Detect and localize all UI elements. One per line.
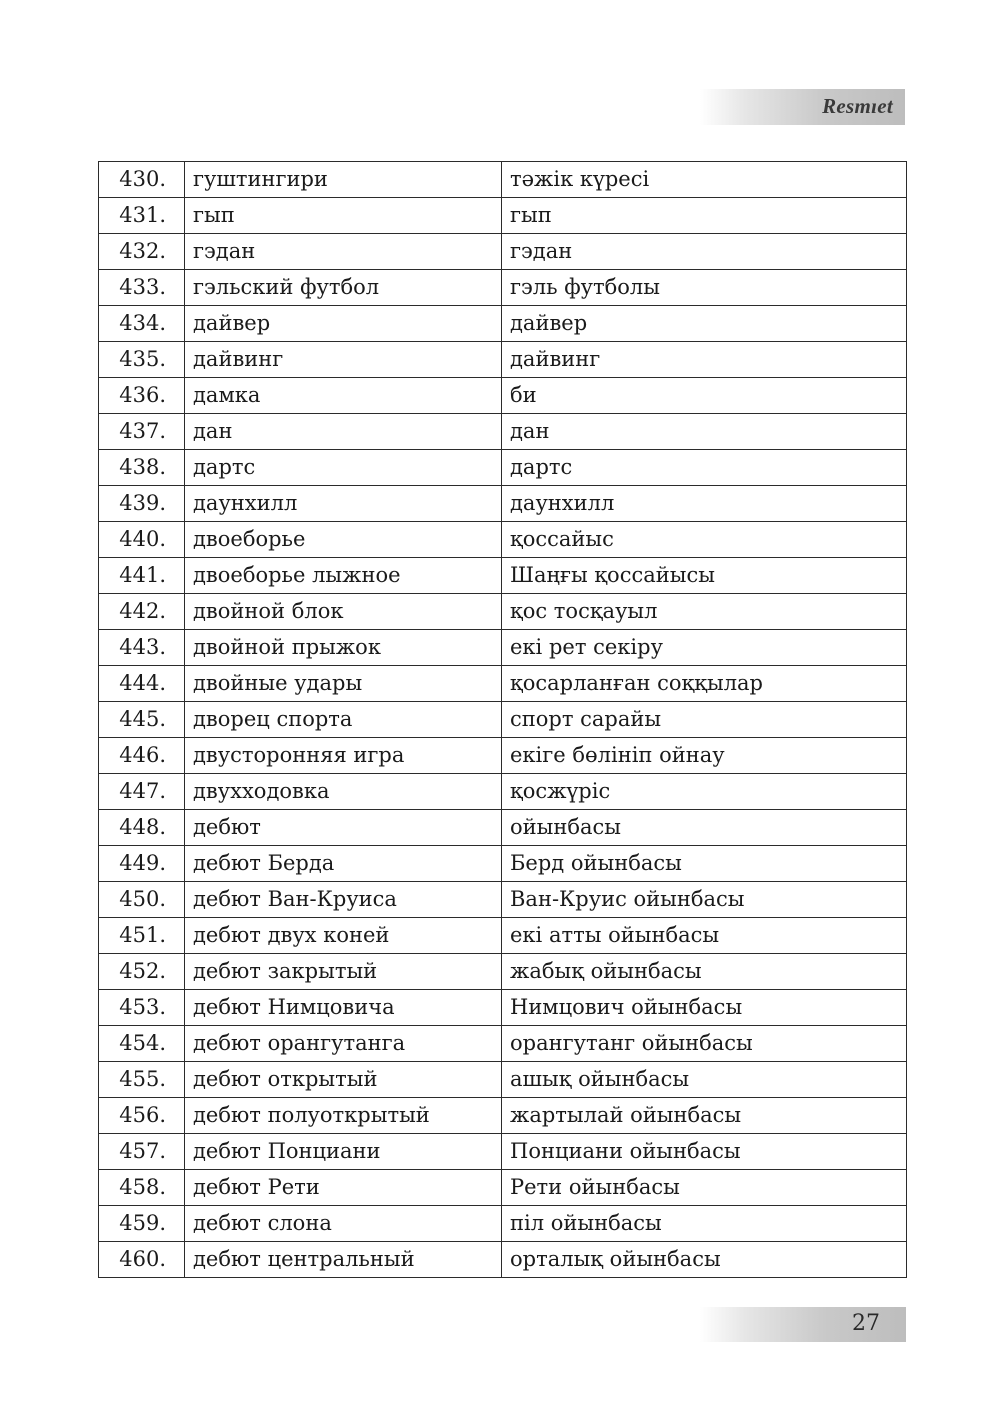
header-band <box>700 89 905 125</box>
russian-term: дебют орангутанга <box>185 1026 502 1062</box>
kazakh-term: қос тосқауыл <box>502 594 907 630</box>
russian-term: гэдан <box>185 234 502 270</box>
table-row <box>99 162 907 198</box>
table-row <box>99 378 907 414</box>
kazakh-term: қосжүріс <box>502 774 907 810</box>
table-row <box>99 450 907 486</box>
russian-term: дебют Нимцовича <box>185 990 502 1026</box>
entry-number: 436. <box>99 378 185 414</box>
kazakh-term: би <box>502 378 907 414</box>
table-row <box>99 738 907 774</box>
kazakh-term: даунхилл <box>502 486 907 522</box>
russian-term: дебют Берда <box>185 846 502 882</box>
table-row <box>99 558 907 594</box>
entry-number: 459. <box>99 1206 185 1242</box>
table-row <box>99 702 907 738</box>
entry-number: 450. <box>99 882 185 918</box>
entry-number: 444. <box>99 666 185 702</box>
kazakh-term: дан <box>502 414 907 450</box>
entry-number: 433. <box>99 270 185 306</box>
kazakh-term: гэль футболы <box>502 270 907 306</box>
kazakh-term: дайвинг <box>502 342 907 378</box>
kazakh-term: гып <box>502 198 907 234</box>
entry-number: 443. <box>99 630 185 666</box>
russian-term: двойной прыжок <box>185 630 502 666</box>
kazakh-term: орталық ойынбасы <box>502 1242 907 1278</box>
entry-number: 431. <box>99 198 185 234</box>
entry-number: 455. <box>99 1062 185 1098</box>
table-row <box>99 486 907 522</box>
russian-term: дебют открытый <box>185 1062 502 1098</box>
russian-term: дайвер <box>185 306 502 342</box>
russian-term: дебют центральный <box>185 1242 502 1278</box>
kazakh-term: Нимцович ойынбасы <box>502 990 907 1026</box>
entry-number: 457. <box>99 1134 185 1170</box>
kazakh-term: орангутанг ойынбасы <box>502 1026 907 1062</box>
entry-number: 445. <box>99 702 185 738</box>
kazakh-term: Рети ойынбасы <box>502 1170 907 1206</box>
kazakh-term: піл ойынбасы <box>502 1206 907 1242</box>
kazakh-term: қоссайыс <box>502 522 907 558</box>
table-row <box>99 234 907 270</box>
table-row <box>99 306 907 342</box>
table-row <box>99 1098 907 1134</box>
russian-term: дебют закрытый <box>185 954 502 990</box>
russian-term: дебют <box>185 810 502 846</box>
entry-number: 447. <box>99 774 185 810</box>
russian-term: двоеборье <box>185 522 502 558</box>
entry-number: 454. <box>99 1026 185 1062</box>
russian-term: двойные удары <box>185 666 502 702</box>
table-row <box>99 846 907 882</box>
russian-term: дайвинг <box>185 342 502 378</box>
table-row <box>99 594 907 630</box>
kazakh-term: жабық ойынбасы <box>502 954 907 990</box>
entry-number: 451. <box>99 918 185 954</box>
entry-number: 453. <box>99 990 185 1026</box>
russian-term: двусторонняя игра <box>185 738 502 774</box>
table-row <box>99 1206 907 1242</box>
table-row <box>99 1062 907 1098</box>
table-row <box>99 414 907 450</box>
russian-term: двоеборье лыжное <box>185 558 502 594</box>
entry-number: 439. <box>99 486 185 522</box>
kazakh-term: Шаңғы қоссайысы <box>502 558 907 594</box>
table-row <box>99 918 907 954</box>
russian-term: даунхилл <box>185 486 502 522</box>
kazakh-term: Понциани ойынбасы <box>502 1134 907 1170</box>
terms-table <box>98 161 907 1278</box>
russian-term: дебют двух коней <box>185 918 502 954</box>
kazakh-term: ашық ойынбасы <box>502 1062 907 1098</box>
running-header-title: Resmıet <box>822 94 893 118</box>
entry-number: 460. <box>99 1242 185 1278</box>
russian-term: дебют слона <box>185 1206 502 1242</box>
kazakh-term: қосарланған соққылар <box>502 666 907 702</box>
entry-number: 440. <box>99 522 185 558</box>
kazakh-term: екі атты ойынбасы <box>502 918 907 954</box>
table-row <box>99 342 907 378</box>
entry-number: 448. <box>99 810 185 846</box>
entry-number: 438. <box>99 450 185 486</box>
russian-term: гэльский футбол <box>185 270 502 306</box>
entry-number: 456. <box>99 1098 185 1134</box>
kazakh-term: дартс <box>502 450 907 486</box>
russian-term: дебют Понциани <box>185 1134 502 1170</box>
entry-number: 430. <box>99 162 185 198</box>
entry-number: 432. <box>99 234 185 270</box>
entry-number: 435. <box>99 342 185 378</box>
kazakh-term: тәжік күресі <box>502 162 907 198</box>
russian-term: гып <box>185 198 502 234</box>
entry-number: 446. <box>99 738 185 774</box>
entry-number: 437. <box>99 414 185 450</box>
russian-term: дамка <box>185 378 502 414</box>
russian-term: двойной блок <box>185 594 502 630</box>
table-row <box>99 522 907 558</box>
russian-term: дартс <box>185 450 502 486</box>
russian-term: дворец спорта <box>185 702 502 738</box>
russian-term: гуштингири <box>185 162 502 198</box>
russian-term: дебют полуоткрытый <box>185 1098 502 1134</box>
kazakh-term: жартылай ойынбасы <box>502 1098 907 1134</box>
kazakh-term: Ван-Круис ойынбасы <box>502 882 907 918</box>
table-row <box>99 882 907 918</box>
entry-number: 442. <box>99 594 185 630</box>
table-row <box>99 630 907 666</box>
table-row <box>99 774 907 810</box>
footer-band <box>700 1307 906 1342</box>
table-row <box>99 270 907 306</box>
table-row <box>99 810 907 846</box>
kazakh-term: спорт сарайы <box>502 702 907 738</box>
entry-number: 458. <box>99 1170 185 1206</box>
table-row <box>99 1134 907 1170</box>
kazakh-term: екі рет секіру <box>502 630 907 666</box>
entry-number: 452. <box>99 954 185 990</box>
kazakh-term: екіге бөлініп ойнау <box>502 738 907 774</box>
kazakh-term: ойынбасы <box>502 810 907 846</box>
russian-term: дебют Рети <box>185 1170 502 1206</box>
table-row <box>99 954 907 990</box>
kazakh-term: гэдан <box>502 234 907 270</box>
russian-term: двухходовка <box>185 774 502 810</box>
terms-table-body <box>99 162 907 1278</box>
page-number: 27 <box>852 1311 880 1336</box>
table-row <box>99 990 907 1026</box>
table-row <box>99 666 907 702</box>
russian-term: дебют Ван-Круиса <box>185 882 502 918</box>
table-row <box>99 198 907 234</box>
entry-number: 441. <box>99 558 185 594</box>
kazakh-term: дайвер <box>502 306 907 342</box>
entry-number: 449. <box>99 846 185 882</box>
table-row <box>99 1242 907 1278</box>
kazakh-term: Берд ойынбасы <box>502 846 907 882</box>
entry-number: 434. <box>99 306 185 342</box>
table-row <box>99 1170 907 1206</box>
russian-term: дан <box>185 414 502 450</box>
table-row <box>99 1026 907 1062</box>
